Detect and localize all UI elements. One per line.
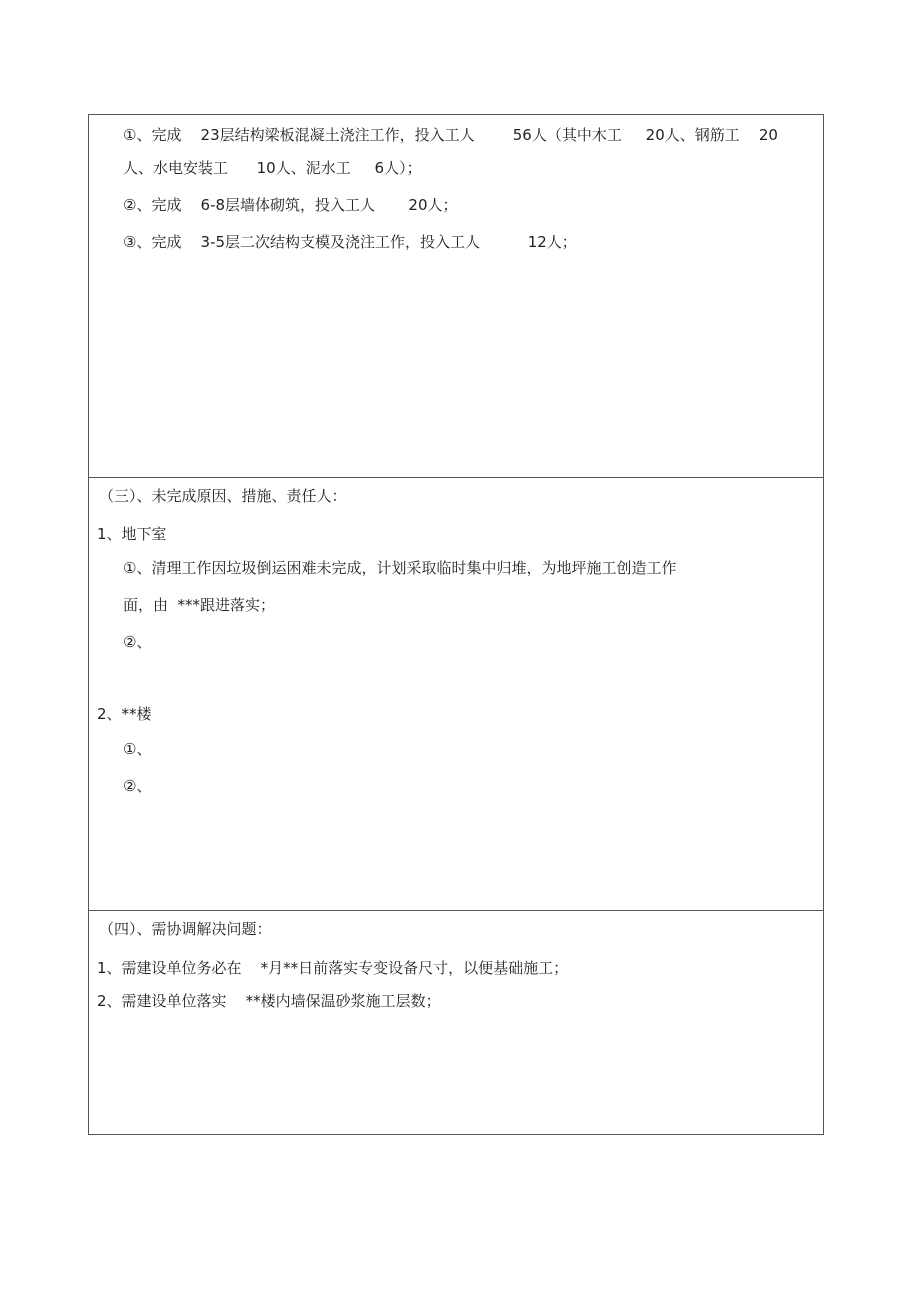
- completed-item-2: ②、完成 6-8层墙体砌筑，投入工人 20人；: [123, 196, 458, 214]
- coordination-item-2: 2、需建设单位落实 **楼内墙保温砂浆施工层数；: [97, 992, 441, 1010]
- completed-work-section: [89, 115, 823, 478]
- report-table: [88, 114, 824, 1135]
- basement-item-1-line-1: ①、清理工作因垃圾倒运困难未完成，计划采取临时集中归堆，为地坪施工创造工作: [123, 559, 677, 577]
- completed-item-3: ③、完成 3-5层二次结构支模及浇注工作，投入工人 12人；: [123, 233, 577, 251]
- coordination-section-title: （四）、需协调解决问题：: [99, 920, 272, 938]
- coordination-issues-section: [89, 911, 823, 1136]
- building-group-title: 2、**楼: [97, 705, 152, 723]
- coordination-item-1: 1、需建设单位务必在 *月**日前落实专变设备尺寸，以便基础施工；: [97, 959, 569, 977]
- basement-item-1-line-2: 面，由 ***跟进落实；: [123, 596, 276, 614]
- basement-item-2: ②、: [123, 633, 152, 651]
- completed-item-1-line-2: 人、水电安装工 10人、泥水工 6人）；: [123, 159, 422, 177]
- incomplete-section-title: （三）、未完成原因、措施、责任人：: [99, 487, 347, 505]
- building-item-2: ②、: [123, 777, 152, 795]
- completed-item-1-line-1: ①、完成 23层结构梁板混凝土浇注工作，投入工人 56人（其中木工 20人、钢筋工 20: [123, 126, 778, 144]
- basement-group-title: 1、地下室: [97, 525, 167, 543]
- incomplete-reasons-section: [89, 478, 823, 911]
- building-item-1: ①、: [123, 740, 152, 758]
